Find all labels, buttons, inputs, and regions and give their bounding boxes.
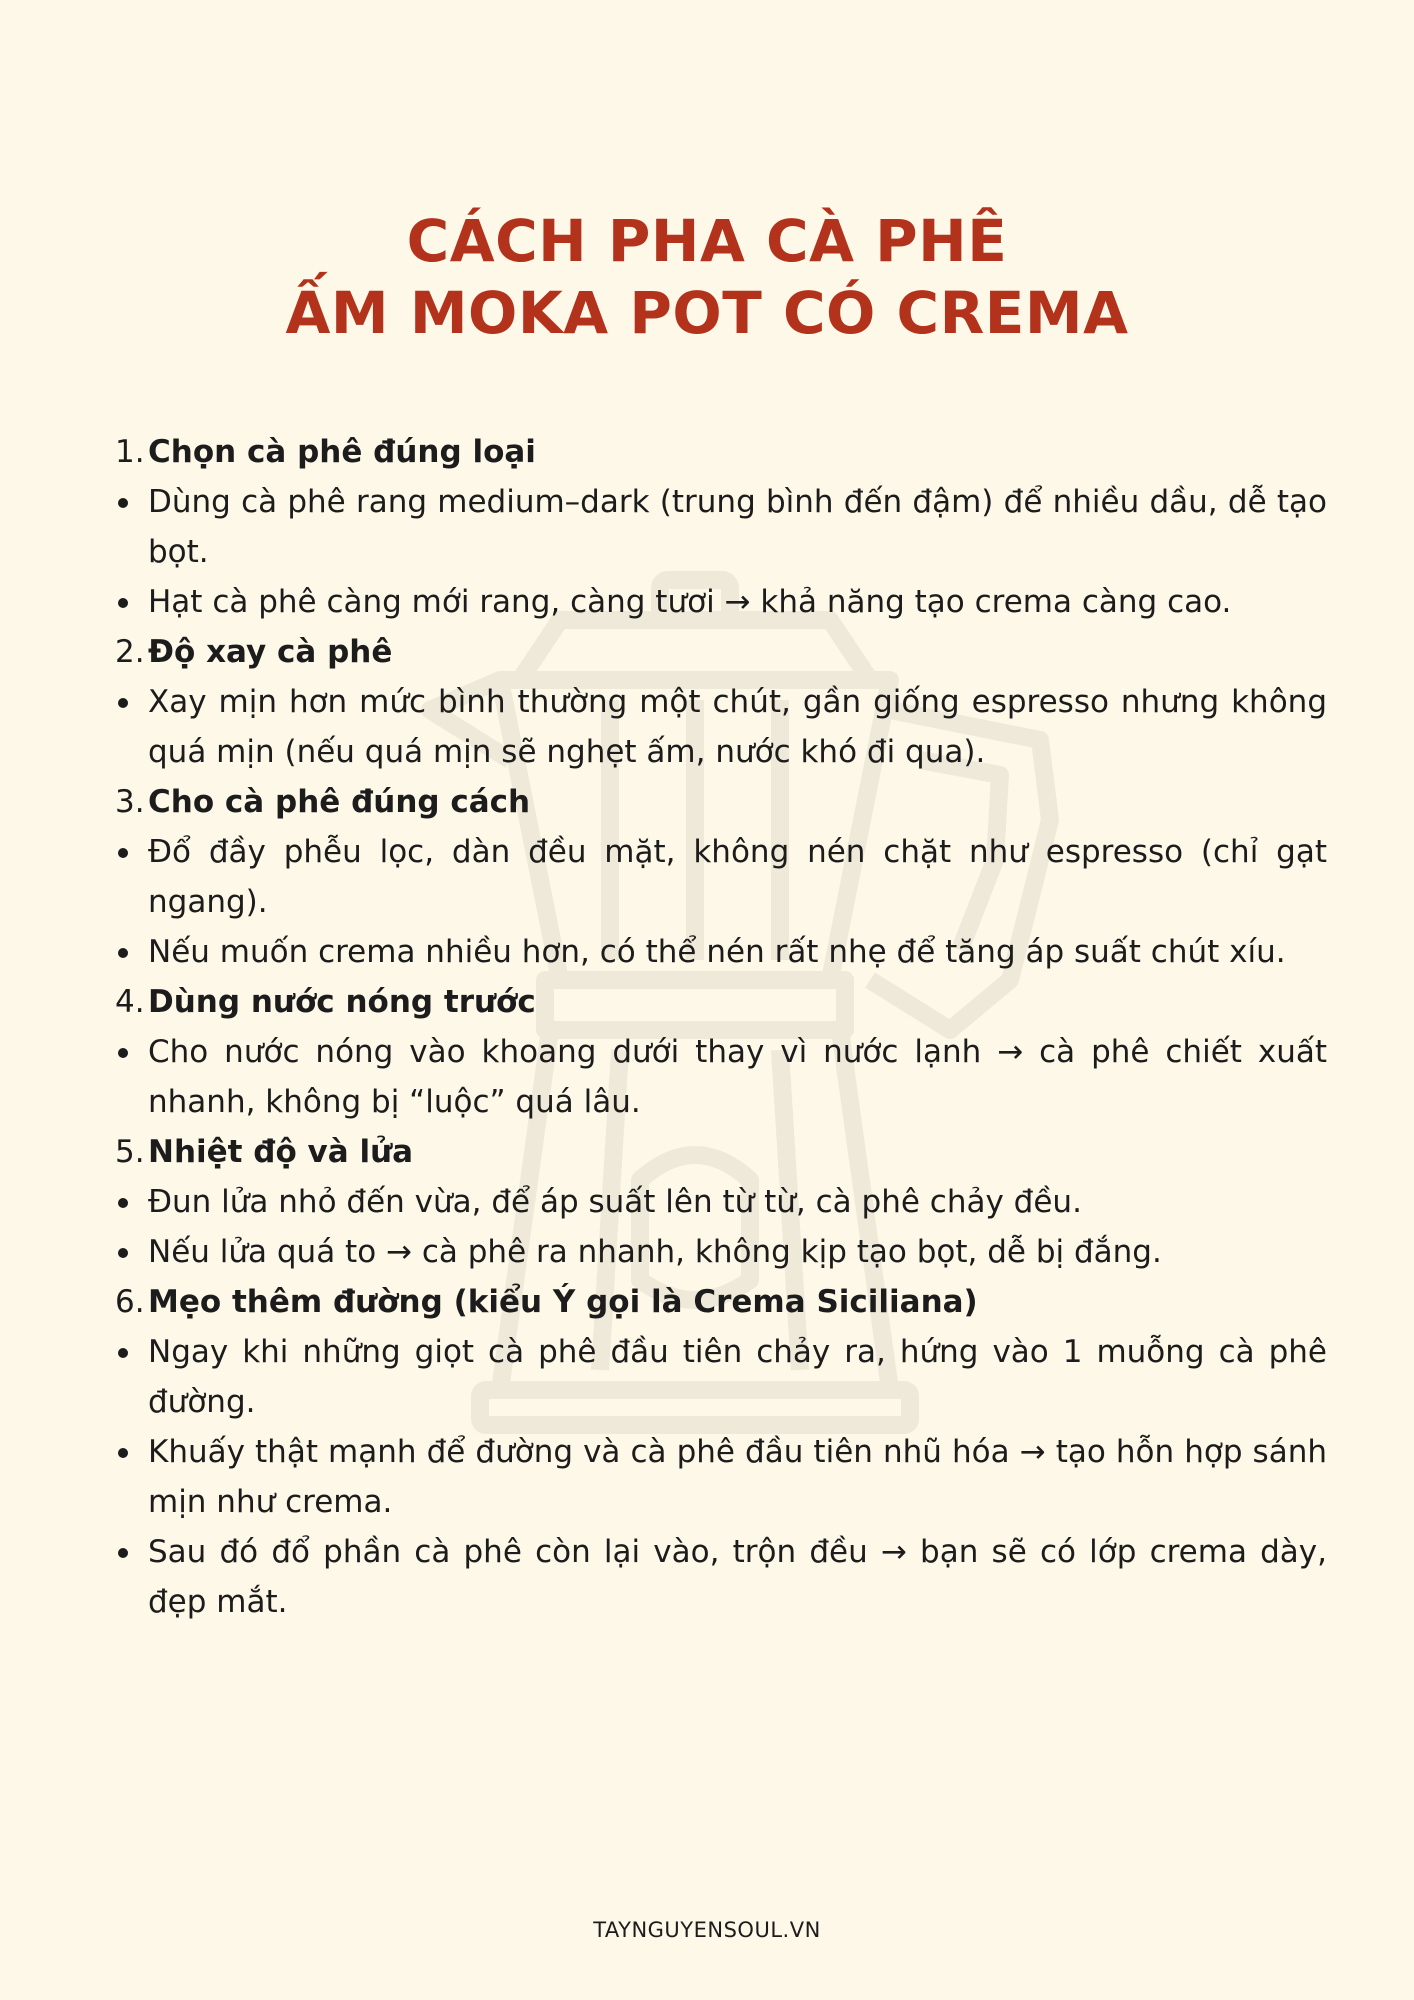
bullet-item: Xay mịn hơn mức bình thường một chút, gần giống espresso nhưng không quá mịn (nếu quá mịn sẽ nghẹt ấm, nước khó đi qua). xyxy=(110,677,1327,777)
bullet-item: Dùng cà phê rang medium–dark (trung bình đến đậm) để nhiều dầu, dễ tạo bọt. xyxy=(110,477,1327,577)
bullet-item: Cho nước nóng vào khoang dưới thay vì nước lạnh → cà phê chiết xuất nhanh, không bị “luộc” quá lâu. xyxy=(110,1027,1327,1127)
step-heading xyxy=(110,427,1327,477)
step-number: 5. xyxy=(115,1134,145,1170)
bullet-item: Đổ đầy phễu lọc, dàn đều mặt, không nén chặt như espresso (chỉ gạt ngang). xyxy=(110,827,1327,927)
step-title: Độ xay cà phê xyxy=(148,634,393,670)
step-heading xyxy=(110,627,1327,677)
bullet-item: Nếu muốn crema nhiều hơn, có thể nén rất nhẹ để tăng áp suất chút xíu. xyxy=(110,927,1327,977)
step-number: 6. xyxy=(115,1284,145,1320)
footer-website: TAYNGUYENSOUL.VN xyxy=(593,1918,821,1942)
step-number: 1. xyxy=(115,434,145,470)
step-title: Mẹo thêm đường (kiểu Ý gọi là Crema Siciliana) xyxy=(148,1284,978,1320)
step-heading xyxy=(110,1277,1327,1327)
bullet-item: Sau đó đổ phần cà phê còn lại vào, trộn đều → bạn sẽ có lớp crema dày, đẹp mắt. xyxy=(110,1527,1327,1627)
bullet-item: Nếu lửa quá to → cà phê ra nhanh, không kịp tạo bọt, dễ bị đắng. xyxy=(110,1227,1327,1277)
step-heading xyxy=(110,977,1327,1027)
step-title: Dùng nước nóng trước xyxy=(148,984,536,1020)
step-heading xyxy=(110,777,1327,827)
step-number: 3. xyxy=(115,784,145,820)
bullet-item: Đun lửa nhỏ đến vừa, để áp suất lên từ từ, cà phê chảy đều. xyxy=(110,1177,1327,1227)
step-heading xyxy=(110,1127,1327,1177)
title-line-2: ẤM MOKA POT CÓ CREMA xyxy=(285,279,1129,347)
step-number: 2. xyxy=(115,634,145,670)
step-number: 4. xyxy=(115,984,145,1020)
steps-list xyxy=(110,427,1327,1627)
bullet-item: Ngay khi những giọt cà phê đầu tiên chảy ra, hứng vào 1 muỗng cà phê đường. xyxy=(110,1327,1327,1427)
title-line-1: CÁCH PHA CÀ PHÊ xyxy=(406,207,1008,275)
bullet-item: Hạt cà phê càng mới rang, càng tươi → khả năng tạo crema càng cao. xyxy=(110,577,1327,627)
step-title: Chọn cà phê đúng loại xyxy=(148,434,536,470)
bullet-item: Khuấy thật mạnh để đường và cà phê đầu tiên nhũ hóa → tạo hỗn hợp sánh mịn như crema. xyxy=(110,1427,1327,1527)
step-title: Cho cà phê đúng cách xyxy=(148,784,531,820)
step-title: Nhiệt độ và lửa xyxy=(148,1134,414,1170)
page-title xyxy=(0,205,1414,349)
